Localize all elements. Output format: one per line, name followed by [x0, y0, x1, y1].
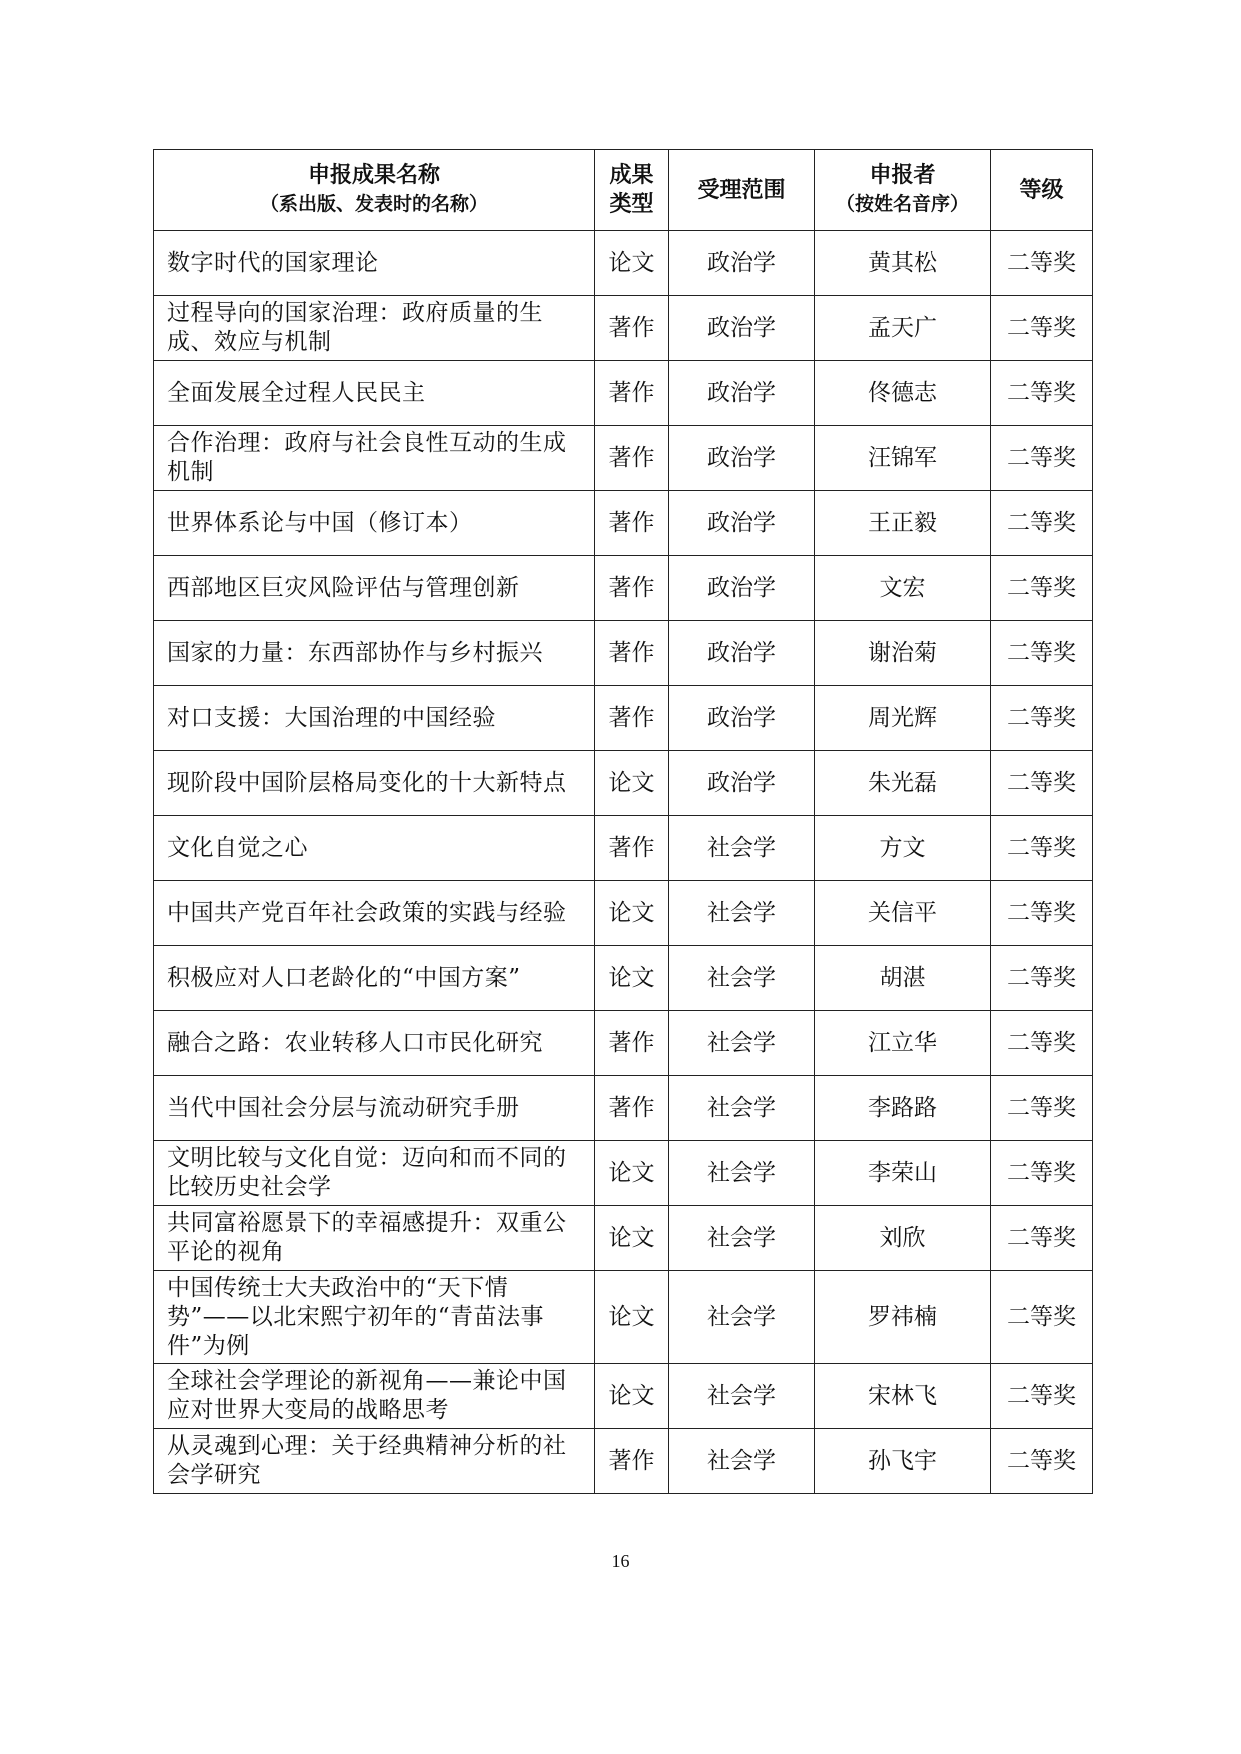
cell-type: 著作 — [595, 296, 669, 361]
cell-scope: 社会学 — [669, 816, 815, 881]
cell-scope: 政治学 — [669, 751, 815, 816]
cell-grade: 二等奖 — [991, 491, 1093, 556]
cell-applicant: 李路路 — [815, 1076, 991, 1141]
cell-title: 对口支援：大国治理的中国经验 — [154, 686, 595, 751]
cell-type: 论文 — [595, 751, 669, 816]
cell-applicant: 汪锦军 — [815, 426, 991, 491]
cell-scope: 社会学 — [669, 881, 815, 946]
cell-grade: 二等奖 — [991, 751, 1093, 816]
cell-grade: 二等奖 — [991, 1271, 1093, 1364]
cell-applicant: 文宏 — [815, 556, 991, 621]
cell-type: 著作 — [595, 361, 669, 426]
cell-grade: 二等奖 — [991, 686, 1093, 751]
header-scope — [669, 150, 815, 231]
cell-title: 当代中国社会分层与流动研究手册 — [154, 1076, 595, 1141]
cell-applicant: 孙飞宇 — [815, 1429, 991, 1494]
cell-type: 著作 — [595, 556, 669, 621]
cell-type: 论文 — [595, 881, 669, 946]
cell-grade: 二等奖 — [991, 1141, 1093, 1206]
cell-grade: 二等奖 — [991, 231, 1093, 296]
table-row — [154, 1141, 1093, 1206]
cell-title: 合作治理：政府与社会良性互动的生成机制 — [154, 426, 595, 491]
cell-title: 全球社会学理论的新视角——兼论中国应对世界大变局的战略思考 — [154, 1364, 595, 1429]
table-row — [154, 426, 1093, 491]
cell-title: 从灵魂到心理：关于经典精神分析的社会学研究 — [154, 1429, 595, 1494]
cell-type: 论文 — [595, 1206, 669, 1271]
page-number: 16 — [611, 1551, 630, 1571]
cell-grade: 二等奖 — [991, 621, 1093, 686]
table-row — [154, 296, 1093, 361]
header-applicant — [815, 150, 991, 231]
cell-applicant: 李荣山 — [815, 1141, 991, 1206]
table-row — [154, 1271, 1093, 1364]
table-row — [154, 361, 1093, 426]
cell-grade: 二等奖 — [991, 1429, 1093, 1494]
table-row — [154, 1206, 1093, 1271]
table-row — [154, 881, 1093, 946]
cell-applicant: 关信平 — [815, 881, 991, 946]
header-applicant-sub: （按姓名音序） — [835, 193, 969, 215]
cell-applicant: 胡湛 — [815, 946, 991, 1011]
cell-title: 积极应对人口老龄化的“中国方案” — [154, 946, 595, 1011]
cell-scope: 社会学 — [669, 1271, 815, 1364]
cell-applicant: 谢治菊 — [815, 621, 991, 686]
cell-applicant: 朱光磊 — [815, 751, 991, 816]
table-row — [154, 1011, 1093, 1076]
cell-grade: 二等奖 — [991, 361, 1093, 426]
table-row — [154, 816, 1093, 881]
cell-scope: 社会学 — [669, 1076, 815, 1141]
table-row — [154, 1076, 1093, 1141]
cell-title: 文明比较与文化自觉：迈向和而不同的比较历史社会学 — [154, 1141, 595, 1206]
cell-type: 论文 — [595, 1271, 669, 1364]
awards-table — [153, 149, 1093, 1494]
cell-applicant: 方文 — [815, 816, 991, 881]
header-title — [154, 150, 595, 231]
cell-applicant: 罗祎楠 — [815, 1271, 991, 1364]
cell-type: 论文 — [595, 946, 669, 1011]
table-row — [154, 231, 1093, 296]
cell-applicant: 宋林飞 — [815, 1364, 991, 1429]
cell-type: 著作 — [595, 621, 669, 686]
cell-title: 共同富裕愿景下的幸福感提升：双重公平论的视角 — [154, 1206, 595, 1271]
cell-scope: 政治学 — [669, 231, 815, 296]
cell-type: 著作 — [595, 1011, 669, 1076]
cell-title: 过程导向的国家治理：政府质量的生成、效应与机制 — [154, 296, 595, 361]
cell-applicant: 孟天广 — [815, 296, 991, 361]
cell-grade: 二等奖 — [991, 881, 1093, 946]
cell-title: 中国传统士大夫政治中的“天下情势”——以北宋熙宁初年的“青苗法事件”为例 — [154, 1271, 595, 1364]
cell-type: 论文 — [595, 231, 669, 296]
cell-scope: 社会学 — [669, 1206, 815, 1271]
header-applicant-main: 申报者 — [869, 163, 936, 188]
cell-scope: 政治学 — [669, 426, 815, 491]
header-grade — [991, 150, 1093, 231]
table-row — [154, 751, 1093, 816]
table-row — [154, 1364, 1093, 1429]
cell-scope: 政治学 — [669, 491, 815, 556]
cell-type: 著作 — [595, 686, 669, 751]
cell-grade: 二等奖 — [991, 426, 1093, 491]
cell-scope: 社会学 — [669, 1429, 815, 1494]
cell-scope: 政治学 — [669, 686, 815, 751]
cell-scope: 社会学 — [669, 946, 815, 1011]
header-scope-label: 受理范围 — [697, 177, 786, 203]
table-row — [154, 946, 1093, 1011]
header-type-line2: 类型 — [609, 192, 654, 217]
cell-applicant: 刘欣 — [815, 1206, 991, 1271]
header-type-line1: 成果 — [609, 163, 654, 188]
cell-title: 数字时代的国家理论 — [154, 231, 595, 296]
cell-applicant: 江立华 — [815, 1011, 991, 1076]
cell-scope: 社会学 — [669, 1011, 815, 1076]
cell-title: 中国共产党百年社会政策的实践与经验 — [154, 881, 595, 946]
cell-applicant: 周光辉 — [815, 686, 991, 751]
cell-applicant: 王正毅 — [815, 491, 991, 556]
cell-grade: 二等奖 — [991, 1364, 1093, 1429]
cell-type: 著作 — [595, 1076, 669, 1141]
cell-grade: 二等奖 — [991, 296, 1093, 361]
cell-title: 融合之路：农业转移人口市民化研究 — [154, 1011, 595, 1076]
header-grade-label: 等级 — [1019, 177, 1064, 203]
cell-grade: 二等奖 — [991, 816, 1093, 881]
cell-title: 现阶段中国阶层格局变化的十大新特点 — [154, 751, 595, 816]
cell-type: 论文 — [595, 1141, 669, 1206]
cell-scope: 政治学 — [669, 621, 815, 686]
cell-type: 论文 — [595, 1364, 669, 1429]
table-body — [154, 231, 1093, 1494]
cell-title: 全面发展全过程人民民主 — [154, 361, 595, 426]
cell-title: 国家的力量：东西部协作与乡村振兴 — [154, 621, 595, 686]
cell-scope: 政治学 — [669, 556, 815, 621]
cell-grade: 二等奖 — [991, 1076, 1093, 1141]
cell-scope: 政治学 — [669, 296, 815, 361]
table-row — [154, 556, 1093, 621]
table-row — [154, 491, 1093, 556]
table-row — [154, 1429, 1093, 1494]
cell-scope: 社会学 — [669, 1364, 815, 1429]
cell-grade: 二等奖 — [991, 1206, 1093, 1271]
cell-applicant: 黄其松 — [815, 231, 991, 296]
cell-applicant: 佟德志 — [815, 361, 991, 426]
header-title-main: 申报成果名称 — [307, 163, 440, 188]
cell-title: 世界体系论与中国（修订本） — [154, 491, 595, 556]
cell-grade: 二等奖 — [991, 946, 1093, 1011]
cell-type: 著作 — [595, 491, 669, 556]
cell-type: 著作 — [595, 816, 669, 881]
cell-scope: 社会学 — [669, 1141, 815, 1206]
cell-type: 著作 — [595, 426, 669, 491]
cell-title: 文化自觉之心 — [154, 816, 595, 881]
table-header-row — [154, 150, 1093, 231]
cell-scope: 政治学 — [669, 361, 815, 426]
table-row — [154, 686, 1093, 751]
header-title-sub: （系出版、发表时的名称） — [259, 193, 488, 215]
cell-title: 西部地区巨灾风险评估与管理创新 — [154, 556, 595, 621]
cell-grade: 二等奖 — [991, 1011, 1093, 1076]
header-type — [595, 150, 669, 231]
cell-type: 著作 — [595, 1429, 669, 1494]
cell-grade: 二等奖 — [991, 556, 1093, 621]
table-row — [154, 621, 1093, 686]
